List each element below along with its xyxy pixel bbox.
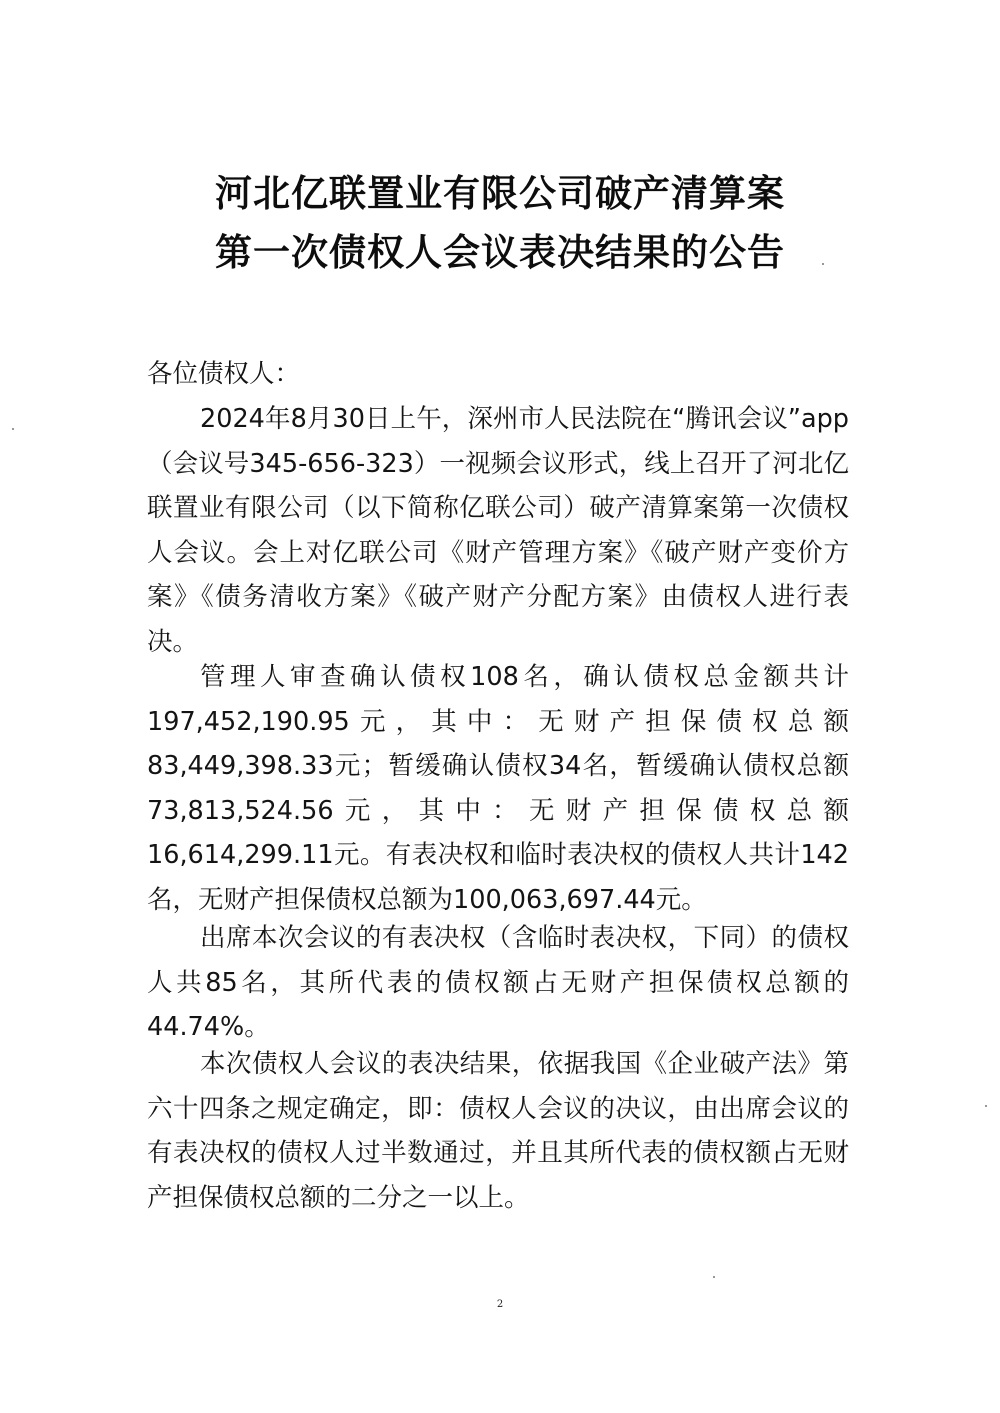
scan-speck [12,428,14,430]
paragraph-attendance: 出席本次会议的有表决权（含临时表决权，下同）的债权人共85名，其所代表的债权额占无财产担保债权总额的44.74%。 [147,923,849,1042]
salutation: 各位债权人： [147,359,301,389]
scan-speck [985,1105,987,1107]
paragraph-voting-rule: 本次债权人会议的表决结果，依据我国《企业破产法》第六十四条之规定确定，即：债权人会议的决议，由出席会议的有表决权的债权人过半数通过，并且其所代表的债权额占无财产担保债权总额的二分之一以上。 [147,1049,849,1213]
page-number: 2 [496,1299,504,1310]
paragraph-meeting-info: 2024年8月30日上午，深州市人民法院在“腾讯会议”app（会议号345-656-323）一视频会议形式，线上召开了河北亿联置业有限公司（以下简称亿联公司）破产清算案第一次债权人会议。会上对亿联公司《财产管理方案》《破产财产变价方案》《债务清收方案》《破产财产分配方案》由债权人进行表决。 [147,404,849,657]
paragraph-claims-summary: 管理人审查确认债权108名，确认债权总金额共计197,452,190.95元，其中：无财产担保债权总额83,449,398.33元；暂缓确认债权34名，暂缓确认债权总额73,813,524.56元，其中：无财产担保债权总额16,614,299.11元。有表决权和临时表决权的债权人共计142名，无财产担保债权总额为100,063,697.44元。 [147,662,849,915]
title-line-2: 第一次债权人会议表决结果的公告 [215,230,785,274]
title-line-1: 河北亿联置业有限公司破产清算案 [215,171,785,215]
scan-speck [713,1276,715,1278]
scan-speck [822,263,824,265]
